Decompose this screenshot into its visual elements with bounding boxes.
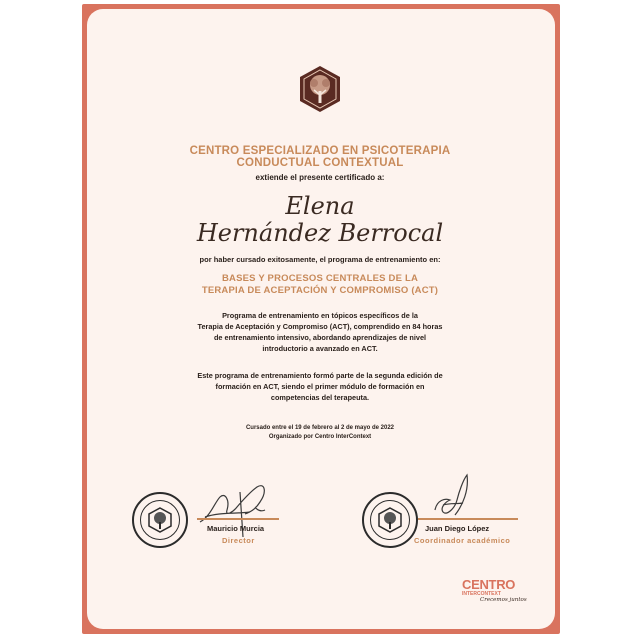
description-1-line: Programa de entrenamiento en tópicos específicos de la <box>222 311 418 320</box>
description-2-line: formación en ACT, siendo el primer módulo de formación en <box>215 382 425 391</box>
organization-name <box>0 145 640 169</box>
course-dates <box>0 424 640 441</box>
recipient-last-name: Hernández Berrocal <box>196 219 444 247</box>
signature-line-coordinator <box>418 518 518 520</box>
description-paragraph-1 <box>0 310 640 354</box>
signer-role-director: Director <box>222 536 255 545</box>
brand-logo <box>462 578 527 603</box>
signature-line-director <box>197 518 279 520</box>
brand-tagline: Crecemos juntos <box>480 597 527 603</box>
signature-coordinator-icon <box>425 470 485 530</box>
program-title-line-2: TERAPIA DE ACEPTACIÓN Y COMPROMISO (ACT) <box>201 285 439 296</box>
recipient-first-name: Elena <box>285 192 355 220</box>
brand-line-2: INTERCONTEXT <box>462 591 501 597</box>
program-title-line-1: BASES Y PROCESOS CENTRALES DE LA <box>221 273 419 284</box>
organized-by-line: Organizado por Centro InterContext <box>268 433 372 440</box>
signer-name-director: Mauricio Murcia <box>207 524 265 533</box>
tree-logo-icon <box>298 65 342 113</box>
description-paragraph-2 <box>0 370 640 403</box>
description-1-line: Terapia de Aceptación y Compromiso (ACT), comprendido en 84 horas <box>197 322 443 331</box>
recipient-name <box>0 193 640 247</box>
signer-name-coordinator: Juan Diego López <box>425 524 490 533</box>
seal-coordinacion-icon <box>362 492 418 548</box>
signer-role-coordinator: Coordinador académico <box>414 536 511 545</box>
description-1-line: de entrenamiento intensivo, abordando aprendizajes de nivel <box>213 333 427 342</box>
description-2-line: competencias del terapeuta. <box>270 393 370 402</box>
extends-text: extiende el presente certificado a: <box>255 173 385 182</box>
program-title <box>0 273 640 297</box>
organization-line-1: CENTRO ESPECIALIZADO EN PSICOTERAPIA <box>189 145 451 157</box>
completion-text: por haber cursado exitosamente, el programa de entrenamiento en: <box>199 255 441 264</box>
description-1-line: introductorio a avanzado en ACT. <box>262 344 378 353</box>
dates-line: Cursado entre el 19 de febrero al 2 de mayo de 2022 <box>245 425 395 431</box>
organization-line-2: CONDUCTUAL CONTEXTUAL <box>236 157 404 169</box>
description-2-line: Este programa de entrenamiento formó parte de la segunda edición de <box>197 371 443 380</box>
brand-line-1: CENTRO <box>462 577 516 592</box>
seal-direccion-icon <box>132 492 188 548</box>
